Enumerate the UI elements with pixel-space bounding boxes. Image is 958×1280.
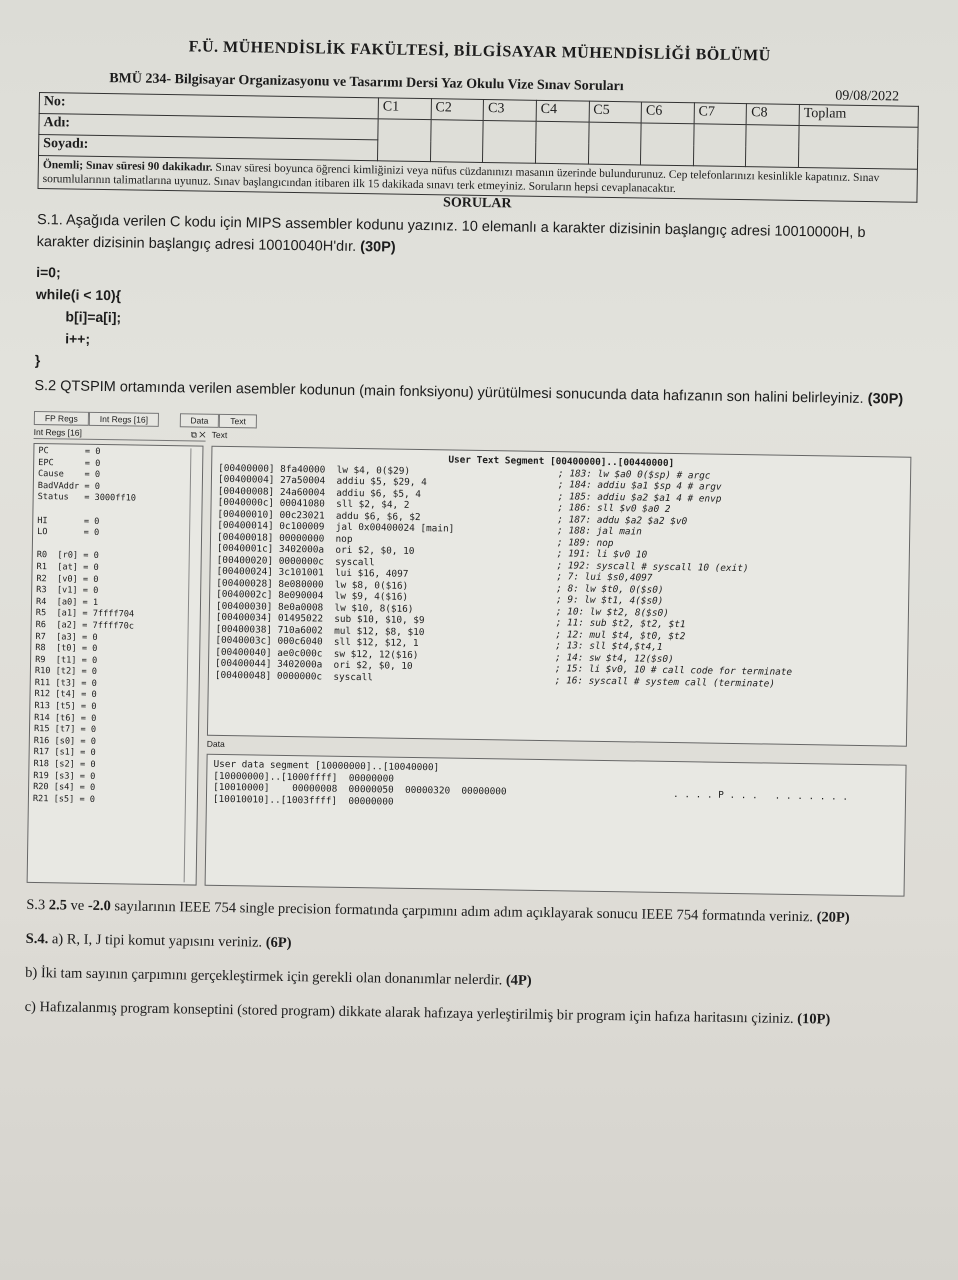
register-row: R1 [at] = 0 [36, 561, 99, 573]
soyadi-label: Soyadı: [39, 134, 378, 160]
exam-content [24, 30, 919, 1031]
instruction-comment: ; 14: sw $t4, 12($s0) [555, 651, 674, 665]
instruction: [0040001c] 3402000a ori $2, $0, 10 [216, 542, 415, 557]
q4-label: S.4. [25, 930, 49, 948]
instruction-comment: ; 9: lw $t1, 4($s0) [556, 594, 664, 607]
code-line: while(i < 10){ [35, 285, 122, 304]
question-4a [26, 929, 906, 963]
register-row: R2 [v0] = 0 [36, 573, 99, 585]
text-segment-lines [215, 462, 904, 691]
register-row: R21 [s5] = 0 [32, 793, 96, 805]
instruction-comment: ; 189: nop [556, 536, 614, 549]
q4c-points: (10P) [797, 1011, 831, 1028]
data-ascii: . . . . P . . . . . . . . . . [672, 789, 849, 803]
score-cell [798, 125, 918, 169]
register-row: R7 [a3] = 0 [35, 631, 98, 643]
register-row: R11 [t3] = 0 [34, 677, 97, 689]
instruction: [00400020] 0000000c syscall [216, 554, 375, 568]
instruction-comment: ; 12: mul $t4, $t0, $t2 [555, 628, 686, 642]
instruction: [00400040] ae0c000c sw $12, 12($16) [215, 646, 419, 661]
instruction: [0040002c] 8e090004 lw $9, 4($16) [216, 588, 409, 603]
register-row: R19 [s3] = 0 [33, 770, 96, 782]
q1-points: (30P) [360, 239, 396, 256]
register-row: R16 [s0] = 0 [33, 735, 96, 747]
register-row: Status = 3000ff10 [37, 492, 137, 504]
q4c-text: c) Hafızalanmış program konseptini (stored program) dikkate alarak hafızaya yerleştirilmiş bir program için hafıza haritasını çiziniz. [24, 998, 798, 1028]
register-row: LO = 0 [37, 527, 100, 539]
tab-fp-regs[interactable]: FP Regs [34, 411, 89, 426]
instruction-comment: ; 13: sll $t4,$t4,1 [555, 640, 663, 653]
instruction-comment: ; 16: syscall # system call (terminate) [554, 674, 776, 690]
close-icon[interactable]: ⧉ ✕ [190, 429, 206, 440]
instruction-comment: ; 184: addiu $a1 $sp 4 # argv [557, 479, 722, 493]
instruction: [00400038] 710a6002 mul $12, $8, $10 [215, 623, 425, 638]
instruction: [00400004] 27a50004 addiu $5, $29, 4 [217, 473, 427, 489]
score-col-c8: C8 [746, 104, 799, 126]
register-row: R9 [t1] = 0 [35, 654, 98, 666]
instruction: [00400024] 3c101001 lui $16, 4097 [216, 565, 409, 580]
score-col-c4: C4 [536, 100, 589, 122]
register-row: R12 [t4] = 0 [34, 689, 97, 701]
course-title: BMÜ 234- Bilgisayar Organizasyonu ve Tasarımı Dersi Yaz Okulu Vize Sınav Soruları [109, 71, 624, 95]
instruction-comment: ; 187: addu $a2 $a2 $v0 [557, 513, 688, 527]
register-row: R17 [s1] = 0 [33, 747, 96, 759]
q1-text: S.1. Aşağıda verilen C kodu için MIPS assembler kodunu yazınız. 10 elemanlı a karakter dizisinin başlangıç adresi 10010000H, b karakter dizisinin başlangıç adresi 10010040H'dır. [36, 211, 866, 256]
text-segment-title: User Text Segment [00400000]..[00440000] [448, 454, 675, 470]
score-col-c7: C7 [694, 103, 747, 125]
score-cell [746, 125, 799, 168]
qtspim-tabs [34, 411, 257, 429]
code-line: b[i]=a[i]; [65, 308, 122, 326]
qtspim-screenshot [27, 411, 914, 903]
score-col-c5: C5 [589, 101, 642, 123]
q3-prefix: S.3 [26, 896, 49, 914]
register-row: EPC = 0 [38, 457, 101, 469]
general-registers [33, 550, 197, 808]
q2-text: S.2 QTSPIM ortamında verilen asembler kodunun (main fonksiyonu) yürütülmesi sonucunda data hafızanın son halini belirleyiniz. [34, 377, 868, 408]
question-4c [24, 997, 904, 1031]
question-4b [25, 963, 905, 997]
q3-text: sayılarının IEEE 754 single precision formatında çarpımını adım adım açıklayarak sonucu IEEE 754 formatında veriniz. [110, 898, 817, 926]
register-row: R10 [t2] = 0 [34, 666, 98, 678]
sorular-heading: SORULAR [442, 195, 512, 212]
q3-and: ve [66, 897, 89, 914]
notice-text: Sınav süresi boyunca öğrenci kimliğinizi veya nüfus cüzdanınızı masanın üzerinde bulundurunuz. Cep telefonlarınızı kesinlikle kapatınız. Sınav sorumlularının talimatlarına uyunuz. Sınav başlangıcından itibaren ilk 15 dakikada sınavı terk etmeyiniz. Soruların hepsi cevaplanacaktır. [42, 161, 880, 196]
score-cell [377, 119, 430, 162]
register-row: R5 [a1] = 7ffff704 [35, 608, 135, 620]
instruction: [00400000] 8fa40000 lw $4, 0($29) [218, 462, 411, 477]
score-cell [641, 123, 694, 166]
score-cell [430, 120, 483, 163]
notice-bold: Önemli; Sınav süresi 90 dakikadır. [42, 159, 213, 174]
q2-points: (30P) [867, 391, 904, 408]
q3-number-2: -2.0 [87, 897, 111, 915]
instruction: [00400018] 00000000 nop [216, 531, 353, 545]
register-row: R15 [t7] = 0 [33, 724, 97, 736]
q3-number-1: 2.5 [48, 897, 68, 914]
q4b-text: b) İki tam sayının çarpımını gerçekleştirmek için gerekli olan donanımlar nelerdir. [25, 964, 507, 989]
instruction: [00400010] 00c23021 addu $6, $6, $2 [217, 508, 421, 523]
exam-date: 09/08/2022 [835, 88, 900, 105]
instruction-comment: ; 191: li $v0 10 [556, 548, 648, 561]
instruction-comment: ; 183: lw $a0 0($sp) # argc [558, 467, 711, 482]
instruction: [00400034] 01495022 sub $10, $10, $9 [215, 611, 425, 627]
register-row: Cause = 0 [37, 469, 101, 481]
register-row: HI = 0 [37, 515, 100, 527]
data-line: User data segment [10000000]..[10040000] [213, 758, 440, 774]
score-col-c6: C6 [641, 102, 694, 124]
int-regs-header [34, 427, 206, 442]
instruction-comment: ; 7: lui $s0,4097 [556, 571, 653, 584]
q4a-text: a) R, I, J tipi komut yapısını veriniz. [48, 931, 266, 951]
score-col-c2: C2 [431, 99, 484, 121]
instruction: [00400030] 8e0a0008 lw $10, 8($16) [215, 600, 414, 615]
int-regs-title: Int Regs [16] [33, 426, 82, 438]
instruction-comment: ; 192: syscall # syscall 10 (exit) [556, 559, 749, 574]
register-row: R13 [t5] = 0 [34, 701, 97, 713]
instruction: [0040000c] 00041080 sll $2, $4, 2 [217, 496, 410, 511]
text-segment-panel [207, 446, 911, 747]
tab-data[interactable]: Data [179, 413, 219, 428]
c-code-block [35, 261, 917, 385]
instruction-comment: ; 11: sub $t2, $t2, $t1 [555, 617, 686, 631]
instruction: [00400008] 24a60004 addiu $6, $5, 4 [217, 485, 422, 500]
data-segment-panel [205, 754, 907, 897]
score-cell [693, 124, 746, 167]
code-line: } [34, 351, 41, 369]
q3-points: (20P) [816, 909, 850, 926]
hilo-registers [37, 516, 197, 542]
score-col-total: Toplam [799, 104, 918, 127]
register-row: BadVAddr = 0 [37, 480, 101, 492]
register-row: R18 [s2] = 0 [33, 759, 96, 770]
data-panel-header: Data [206, 738, 225, 749]
instruction-comment: ; 10: lw $t2, 8($s0) [555, 605, 669, 619]
code-line: i++; [65, 330, 91, 347]
instruction-comment: ; 186: sll $v0 $a0 2 [557, 502, 671, 515]
faculty-title: F.Ü. MÜHENDİSLİK FAKÜLTESİ, BİLGİSAYAR MÜHENDİSLİĞİ BÖLÜMÜ [188, 38, 771, 65]
instruction: [00400044] 3402000a ori $2, $0, 10 [214, 657, 413, 672]
instruction: [00400014] 0c100009 jal 0x00400024 [main] [217, 519, 455, 535]
register-row: R3 [v1] = 0 [36, 585, 99, 597]
score-cell [588, 122, 641, 165]
register-row: R20 [s4] = 0 [33, 782, 96, 794]
register-row: R8 [t0] = 0 [35, 643, 98, 655]
instruction-comment: ; 188: jal main [557, 525, 642, 538]
register-row: R4 [a0] = 1 [35, 596, 99, 608]
tab-text[interactable]: Text [219, 414, 257, 429]
score-cell [535, 121, 588, 164]
data-line: [10010010]..[1003ffff] 00000000 [212, 793, 394, 808]
q4b-points: (4P) [505, 972, 532, 989]
instruction-comment: ; 15: li $v0, 10 # call code for terminate [554, 663, 793, 678]
score-col-c1: C1 [378, 98, 431, 120]
instruction: [0040003c] 000c6040 sll $12, $12, 1 [215, 634, 419, 650]
register-row: R14 [t6] = 0 [34, 712, 97, 724]
tab-int-regs[interactable]: Int Regs [16] [89, 412, 159, 427]
special-registers [38, 446, 199, 506]
instruction-comment: ; 8: lw $t0, 0($s0) [556, 582, 664, 596]
question-1 [36, 209, 917, 267]
register-row: R0 [r0] = 0 [36, 550, 99, 562]
instruction: [00400028] 8e080000 lw $8, 0($16) [216, 577, 409, 592]
data-line: [10000000]..[1000ffff] 00000000 [213, 770, 394, 785]
instruction: [00400048] 0000000c syscall [214, 669, 374, 683]
text-panel-header: Text [211, 429, 228, 440]
score-col-c3: C3 [483, 99, 536, 121]
register-row: PC = 0 [38, 446, 101, 458]
instruction-comment: ; 185: addiu $a2 $a1 4 # envp [557, 490, 722, 505]
adi-label: Adı: [39, 113, 378, 139]
code-line: i=0; [36, 263, 61, 281]
score-cell [483, 120, 536, 163]
register-row: R6 [a2] = 7ffff70c [35, 619, 135, 632]
q4a-points: (6P) [265, 934, 292, 952]
no-label: No: [39, 93, 378, 119]
data-words: [10010000] 00000008 00000050 00000320 00000000 [213, 781, 507, 798]
register-panel [27, 443, 204, 886]
